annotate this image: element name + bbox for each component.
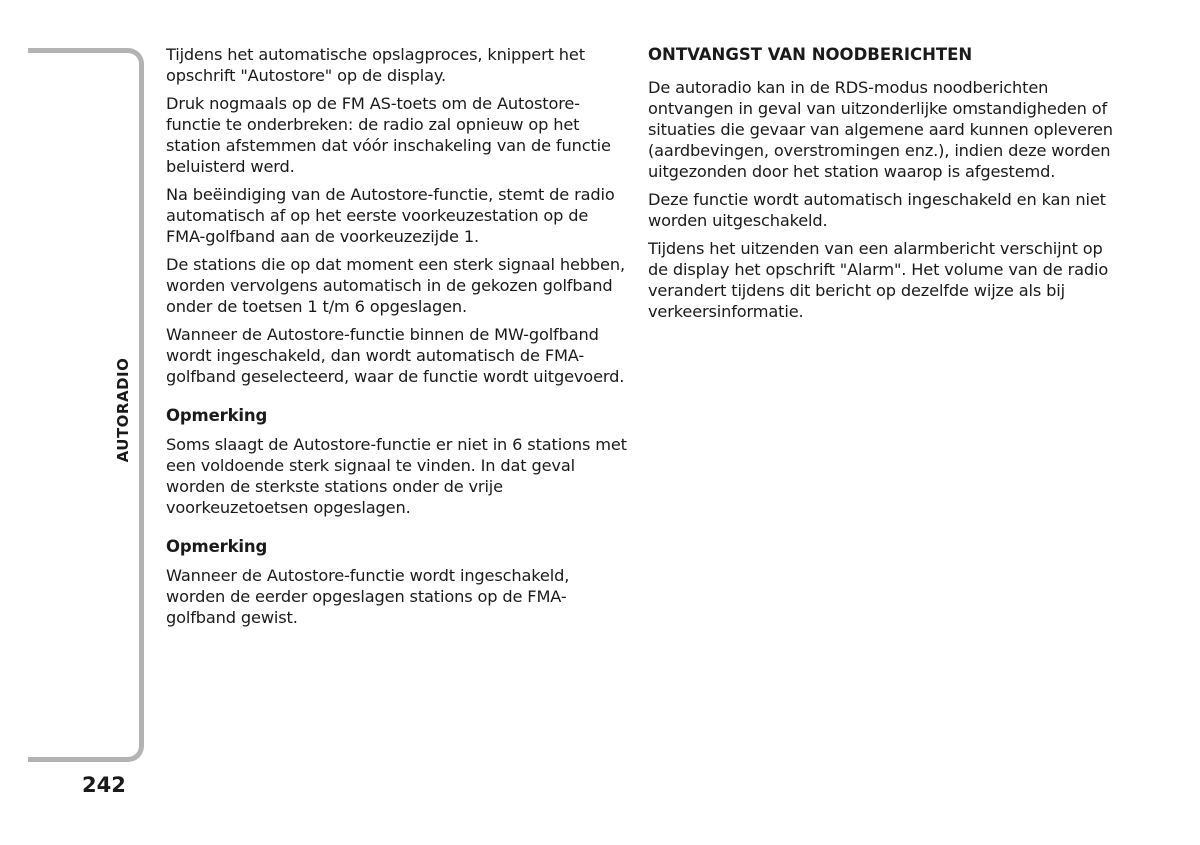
paragraph: Wanneer de Autostore-functie binnen de MW-golfband wordt ingeschakeld, dan wordt automatisch de FMA-golfband geselecteerd, waar de functie wordt uitgevoerd. (166, 325, 625, 386)
paragraph: Deze functie wordt automatisch ingeschakeld en kan niet worden uitgeschakeld. (648, 190, 1106, 230)
paragraph: Druk nogmaals op de FM AS-toets om de Autostore-functie te onderbreken: de radio zal opnieuw op het station afstemmen dat vóór inschakeling van de functie beluisterd werd. (166, 94, 611, 176)
right-column (648, 44, 1114, 329)
note-text: Wanneer de Autostore-functie wordt ingeschakeld, worden de eerder opgeslagen stations op de FMA-golfband gewist. (166, 566, 570, 627)
paragraph: Tijdens het automatische opslagproces, knippert het opschrift "Autostore" op de display. (166, 45, 585, 85)
paragraph: De stations die op dat moment een sterk signaal hebben, worden vervolgens automatisch in de gekozen golfband onder de toetsen 1 t/m 6 opgeslagen. (166, 255, 625, 316)
page-number: 242 (82, 773, 126, 797)
note-heading: Opmerking (166, 537, 268, 556)
note-text: Soms slaagt de Autostore-functie er niet in 6 stations met een voldoende sterk signaal te vinden. In dat geval worden de sterkste stations onder de vrije voorkeuzetoetsen opgeslagen. (166, 435, 627, 517)
left-column (166, 44, 628, 635)
paragraph: De autoradio kan in de RDS-modus noodberichten ontvangen in geval van uitzonderlijke omstandigheden of situaties die gevaar van algemene aard kunnen opleveren (aardbevingen, overstromingen enz.), indien deze worden uitgezonden door het station waarop is afgestemd. (648, 78, 1113, 181)
section-label: AUTORADIO (114, 357, 132, 463)
note-heading: Opmerking (166, 406, 268, 425)
section-heading: ONTVANGST VAN NOODBERICHTEN (648, 45, 973, 64)
paragraph: Tijdens het uitzenden van een alarmbericht verschijnt op de display het opschrift "Alarm". Het volume van de radio verandert tijdens dit bericht op dezelfde wijze als bij verkeersinformatie. (648, 239, 1109, 321)
paragraph: Na beëindiging van de Autostore-functie, stemt de radio automatisch af op het eerste voorkeuzestation op de FMA-golfband aan de voorkeuzezijde 1. (166, 185, 615, 246)
